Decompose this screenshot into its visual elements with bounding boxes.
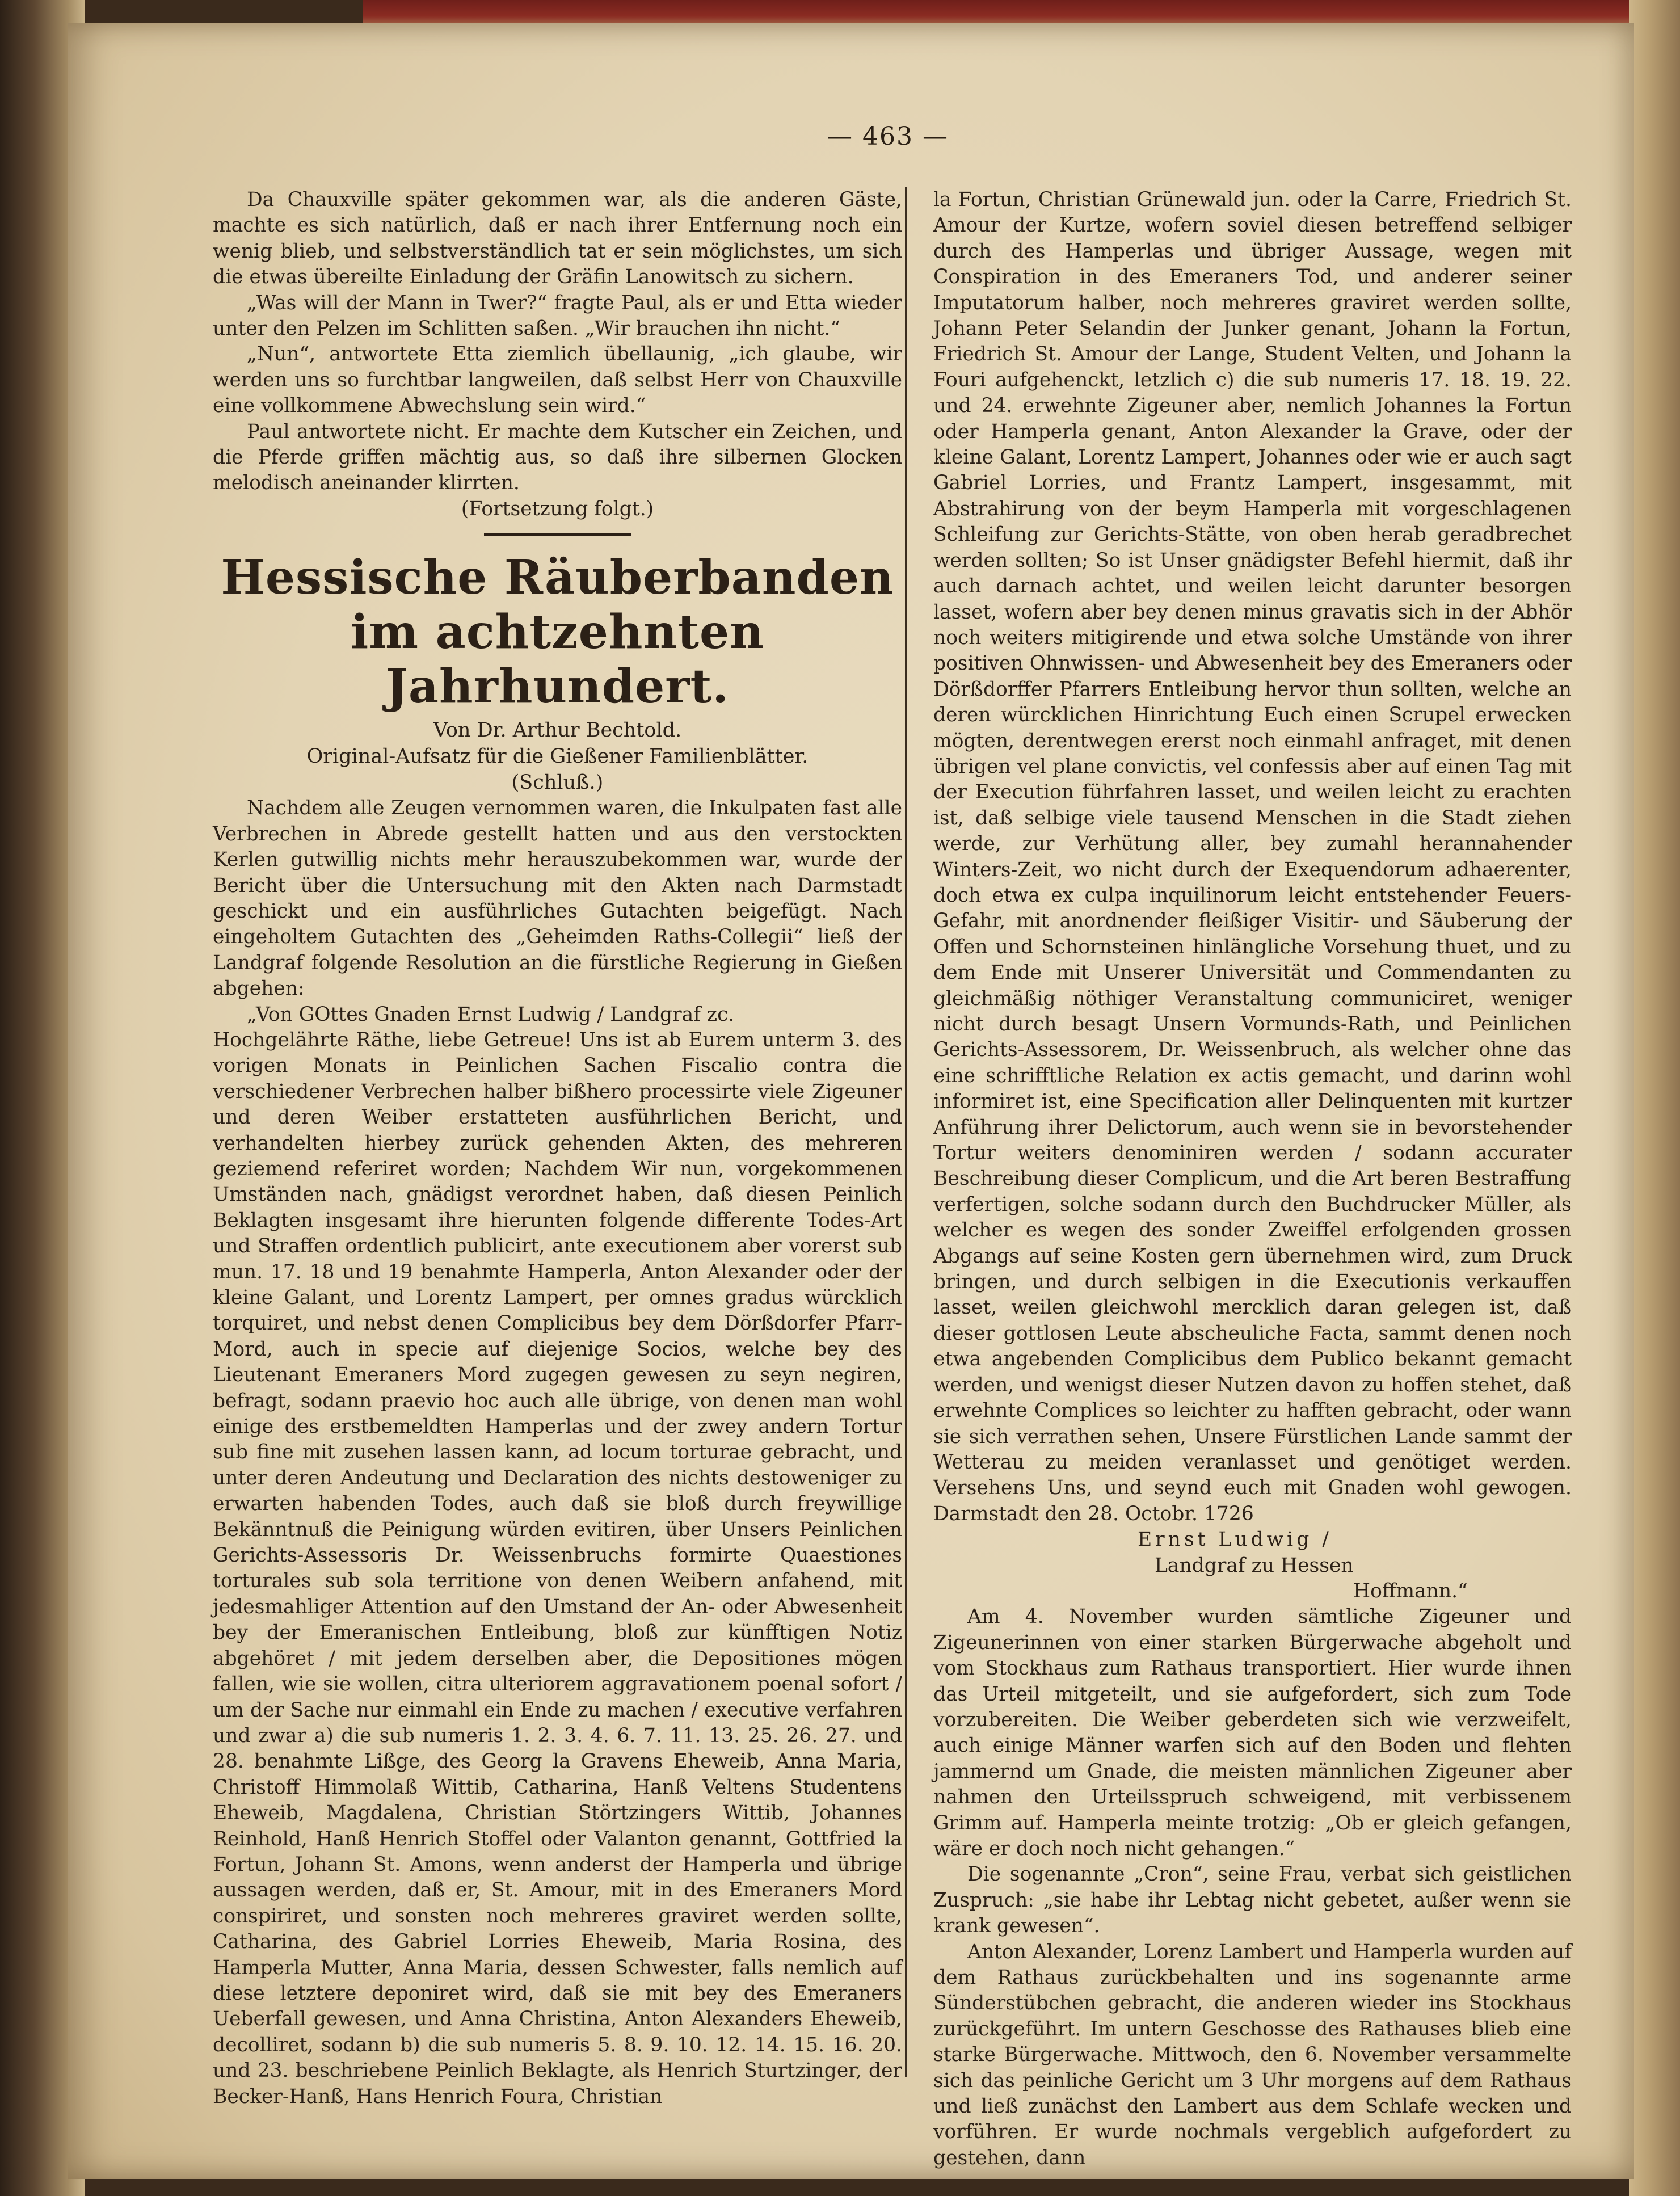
headline-line-2: im achtzehnten Jahrhundert.: [351, 605, 764, 714]
novel-paragraph: „Nun“, antwortete Etta ziemlich übellaunig, „ich glaube, wir werden uns so furchtbar langweilen, daß selbst Herr von Chauxville eine vollkommene Abwechslung sein wird.“: [213, 343, 902, 418]
article-byline: Von Dr. Arthur Bechtold.: [433, 719, 682, 742]
article-paragraph: Am 4. November wurden sämtliche Zigeuner und Zigeunerinnen von einer starken Bürgerwache abgeholt und vom Stockhaus zum Rathaus transportiert. Hier wurde ihnen das Urteil mitgeteilt, und sie aufgefordert, sich zum Tode vorzubereiten. Die Weiber geberdeten sich wie verzweifelt, auch einige Männer warfen sich auf den Boden und flehten jammernd um Gnade, die meisten männlichen Zigeuner aber nahmen den Urteilsspruch schweigend, mit verbissenem Grimm auf. Hamperla meinte trotzig: „Ob er gleich gefangen, wäre er doch noch nicht gehangen.“: [933, 1605, 1572, 1860]
signature-title: Landgraf zu Hessen: [1155, 1554, 1354, 1577]
signature-name: Ernst Ludwig /: [1138, 1528, 1332, 1551]
novel-paragraph: „Was will der Mann in Twer?“ fragte Paul, als er und Etta wieder unter den Pelzen im Schlitten saßen. „Wir brauchen ihn nicht.“: [213, 291, 902, 340]
article-paragraph: Anton Alexander, Lorenz Lambert und Hamperla wurden auf dem Rathaus zurückbehalten und ins sogenannte arme Sünderstübchen gebracht, die anderen wieder ins Stockhaus zurückgeführt. Im untern Geschosse des Rathauses blieb eine starke Bürgerwache. Mittwoch, den 6. November versammelte sich das peinliche Gericht um 3 Uhr morgens auf dem Rathaus und ließ zunächst den Lambert aus dem Schlafe wecken und vorführen. Er wurde nochmals vergeblich aufgefordert zu gestehen, dann: [933, 1940, 1572, 2169]
continuation-note: (Fortsetzung folgt.): [461, 497, 654, 520]
decree-opening: „Von GOttes Gnaden Ernst Ludwig / Landgraf zc.: [247, 1003, 735, 1026]
page-number: — 463 —: [827, 122, 949, 151]
novel-paragraph: Da Chauxville später gekommen war, als die anderen Gäste, machte es sich natürlich, daß er nach ihrer Entfernung noch ein wenig blieb, und selbstverständlich tat er sein möglichstes, um sich die etwas übereilte Einladung der Gräfin Lanowitsch zu sichern.: [213, 188, 902, 289]
article-subline: Original-Aufsatz für die Gießener Familienblätter.: [306, 745, 809, 768]
right-column: [877, 187, 1572, 2171]
novel-paragraph: Paul antwortete nicht. Er machte dem Kutscher ein Zeichen, und die Pferde griffen mächtig aus, so daß ihre silbernen Glocken melodisch aneinander klirrten.: [213, 420, 902, 495]
decree-text-continued: la Fortun, Christian Grünewald jun. oder la Carre, Friedrich St. Amour der Kurtze, wofern soviel diesen betreffend selbiger durch des Hamperlas und übriger Aussage, wegen mit Conspiration in des Emeraners Tod, und anderer seiner Imputatorum halber, noch mehreres graviret werden sollte, Johann Peter Selandin der Junker genant, Johann la Fortun, Friedrich St. Amour der Lange, Student Velten, und Johann la Fouri aufgehenckt, letzlich c) die sub numeris 17. 18. 19. 22. und 24. erwehnte Zigeuner aber, nemlich Johannes la Fortun oder Hamperla genant, Anton Alexander la Grave, oder der kleine Galant, Lorentz Lampert, Johannes oder wie er auch sagt Gabriel Lorries, und Frantz Lampert, insgesammt, mit Abstrahirung von der beym Hamperla mit vorgeschlagenen Schleifung zur Gerichts-Stätte, von oben herab geradbrechet werden sollten; So ist Unser gnädigster Befehl hiermit, daß ihr auch darnach achtet, und weilen leicht darunter besorgen lasset, wofern aber bey denen minus gravatis sich in der Abhör noch weiters mitigirende und etwa solche Umstände von ihrer positiven Ohnwissen- und Abwesenheit bey des Emeraners oder Dörßdorffer Pfarrers Entleibung hervor thun sollten, welche an deren würcklichen Hinrichtung Euch einen Scrupel erwecken mögten, derentwegen ererst noch einmahl anfraget, mit denen übrigen vel plane convictis, vel confessis aber auf einen Tag mit der Execution führfahren lasset, und weilen leicht zu erachten ist, daß selbige viele tausend Menschen in die Stadt ziehen werde, zur Verhütung aller, bey zumahl herannahender Winters-Zeit, wo nicht durch der Exequendorum adhaerenter, doch etwa ex culpa inquilinorum leicht entstehender Feuers-Gefahr, mit anordnender fleißiger Visitir- und Säuberung der Offen und Schornsteinen hinlängliche Vorsehung thuet, und zu dem Ende mit Unserer Universität und Commendanten zu gleichmäßig nöthiger Veranstaltung communiciret, weniger nicht durch besagt Unsern Vormunds-Rath, und Peinlichen Gerichts-Assessorem, Dr. Weissenbruch, als welcher ohne das eine schrifftliche Relation ex actis gemacht, und darinn wohl informiret ist, eine Specification aller Delinquenten mit kurtzer Anführung ihrer Delictorum, auch wenn sie in bevorstehender Tortur weiters denominiren werden / sodann accurater Beschreibung dieser Complicum, und die Art beren Bestraffung verfertigen, solche sodann durch den Buchdrucker Müller, als welcher es wegen des sonder Zweiffel erfolgenden grossen Abgangs auf seine Kosten gern übernehmen wird, zum Druck bringen, und durch selbigen in die Executionis verkauffen lasset, weilen gleichwohl mercklich daran gelegen ist, daß dieser gottlosen Leute abscheuliche Facta, sammt denen noch etwa angebenden Complicibus dem Publico bekannt gemacht werden, und wenigst dieser Nutzen davon zu hoffen stehet, daß erwehnte Complices so leichter zu hafften gebracht, oder wann sie sich verrathen sehen, Unsere Fürstlichen Lande sammt der Wetterau zu meiden veranlasset und genötiget werden. Versehens Uns, und seynd euch mit Gnaden wohl gewogen. Darmstadt den 28. Octobr. 1726: [933, 188, 1572, 1525]
book-page-edges: [1629, 0, 1680, 2196]
article-paragraph: Nachdem alle Zeugen vernommen waren, die Inkulpaten fast alle Verbrechen in Abrede gestellt hatten und aus den verstockten Kerlen gutwillig nichts mehr herauszubekommen war, wurde der Bericht über die Untersuchung mit den Akten nach Darmstadt geschickt und ein ausführliches Gutachten beigefügt. Nach eingeholtem Gutachten des „Geheimden Raths-Collegii“ ließ der Landgraf folgende Resolution an die fürstliche Regierung in Gießen abgehen:: [213, 797, 902, 1000]
headline-line-1: Hessische Räuberbanden: [221, 550, 894, 605]
signature-secretary: Hoffmann.“: [1353, 1579, 1468, 1602]
newspaper-page: [68, 23, 1634, 2179]
section-divider: [484, 533, 631, 536]
article-paragraph: Die sogenannte „Cron“, seine Frau, verbat sich geistlichen Zuspruch: „sie habe ihr Lebtag nicht gebetet, außer wenn sie krank gewesen“.: [933, 1863, 1572, 1938]
conclusion-mark: (Schluß.): [511, 771, 604, 794]
article-headline: [213, 550, 902, 714]
left-column: [213, 187, 902, 2110]
decree-text: Hochgelährte Räthe, liebe Getreue! Uns ist ab Eurem unterm 3. des vorigen Monats in Peinlichen Sachen Fiscalio contra die verschiedener Verbrechen halber bißhero processirte viele Zigeuner und deren Weiber erstatteten ausführlichen Bericht, und verhandelten hierbey zurück gehenden Akten, des mehreren geziemend referiret worden; Nachdem Wir nun, vorgekommenen Umständen nach, gnädigst verordnet haben, daß diesen Peinlich Beklagten insgesamt ihre hierunten folgende differente Todes-Art und Straffen ordentlich publicirt, ante executionem aber vorerst sub mun. 17. 18 und 19 benahmte Hamperla, Anton Alexander oder der kleine Galant, und Lorentz Lampert, per omnes gradus würcklich torquiret, und nebst denen Complicibus bey dem Dörßdorfer Pfarr-Mord, auch in specie auf diejenige Socios, welche bey des Lieutenant Emeraners Mord zugegen gewesen zu seyn negiren, befragt, sodann praevio hoc auch alle übrige, von denen man wohl einige des erstbemeldten Hamperlas und der zwey andern Tortur sub fine mit zusehen lassen kann, ad locum torturae gebracht, und unter deren Andeutung und Declaration des nichts destoweniger zu erwarten habenden Todes, auch daß sie bloß durch freywillige Bekänntnuß die Peinigung würden evitiren, über Unsers Peinlichen Gerichts-Assessoris Dr. Weissenbruchs formirte Quaestiones torturales sub sola territione von denen Weibern anfahend, mit jedesmahliger Attention auf den Umstand der An- oder Abwesenheit bey der Emeranischen Entleibung, bloß zur künfftigen Notiz abgehöret / mit jedem derselben aber, die Depositiones mögen fallen, wie sie wollen, citra ulteriorem aggravationem poenal sofort / um der Sache nur einmahl ein Ende zu machen / executive verfahren und zwar a) die sub numeris 1. 2. 3. 4. 6. 7. 11. 13. 25. 26. 27. und 28. benahmte Lißge, des Georg la Gravens Eheweib, Anna Maria, Christoff Himmolaß Wittib, Catharina, Hanß Veltens Studentens Eheweib, Magdalena, Christian Störtzingers Wittib, Johannes Reinhold, Hanß Henrich Stoffel oder Valanton genannt, Gottfried la Fortun, Johann St. Amons, wenn anderst der Hamperla und übrige aussagen werden, daß er, St. Amour, mit in des Emeraners Mord conspiriret, und sonsten noch mehreres graviret werden sollte, Catharina, des Gabriel Lorries Eheweib, Maria Rosina, des Hamperla Mutter, Anna Maria, dessen Schwester, falls nemlich auf diese letztere deponiret wird, daß sie mit bey des Emeraners Ueberfall gewesen, und Anna Christina, Anton Alexanders Eheweib, decolliret, sodann b) die sub numeris 5. 8. 9. 10. 12. 14. 15. 16. 20. und 23. beschriebene Peinlich Beklagte, als Henrich Sturtzinger, der Becker-Hanß, Hans Henrich Foura, Christian: [213, 1028, 902, 2108]
